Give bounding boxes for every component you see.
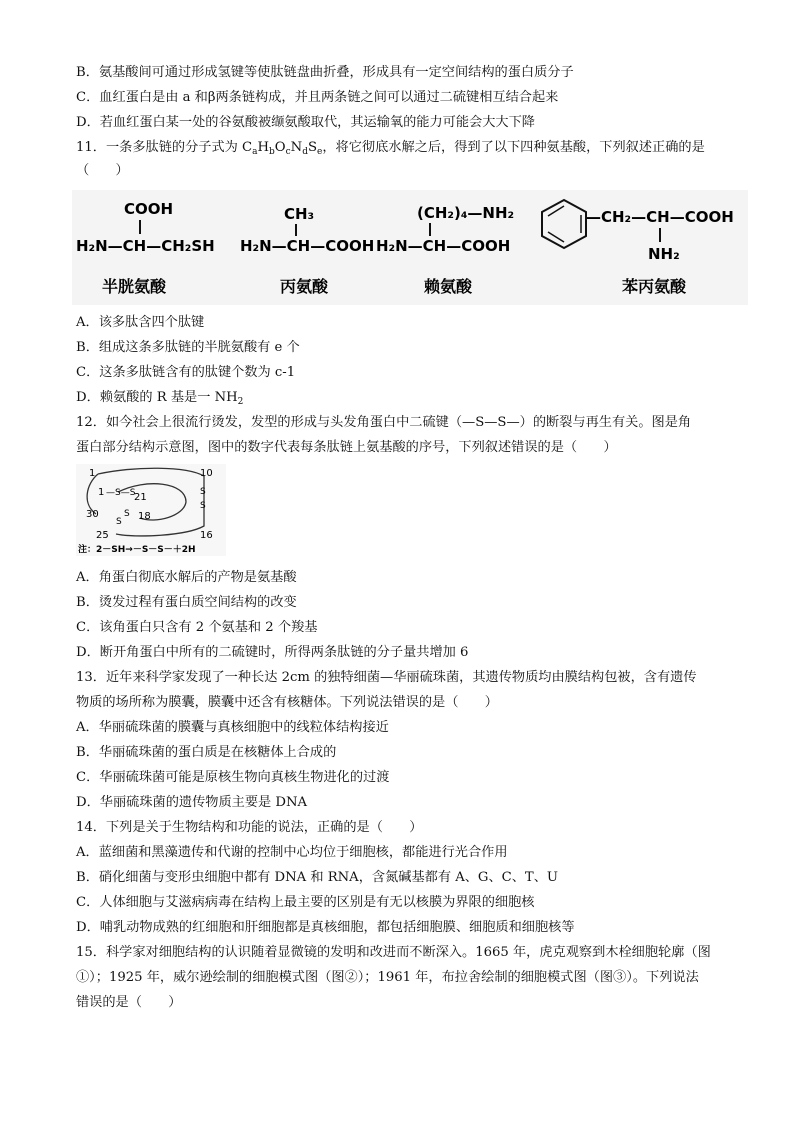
svg-text:S: S xyxy=(124,509,130,519)
diagram-note: 注：2－SH→－S－S－＋2H xyxy=(78,545,196,555)
q10-option-b: B．氨基酸间可通过形成氢键等使肽链盘曲折叠，形成具有一定空间结构的蛋白质分子 xyxy=(76,65,574,80)
q12-option-c: C．该角蛋白只含有 2 个氨基和 2 个羧基 xyxy=(76,620,318,635)
q11-option-d-sub: 2 xyxy=(237,397,244,407)
q11-option-a: A．该多肽含四个肽键 xyxy=(76,315,205,330)
q12-option-a: A．角蛋白彻底水解后的产物是氨基酸 xyxy=(76,570,297,585)
q14-option-b: B．硝化细菌与变形虫细胞中都有 DNA 和 RNA，含氮碱基都有 A、G、C、T、U xyxy=(76,870,559,885)
phenylalanine-chain: —CH₂—CH—COOH xyxy=(586,208,734,226)
q11-option-b: B．组成这条多肽链的半胱氨酸有 e 个 xyxy=(76,340,300,355)
q13-stem-line2: 物质的场所称为膜囊，膜囊中还含有核糖体。下列说法错误的是（ ） xyxy=(76,695,498,710)
q10-option-c: C．血红蛋白是由 a 和β两条链构成，并且两条链之间可以通过二硫键相互结合起来 xyxy=(76,90,559,105)
svg-text:—S—S: —S—S xyxy=(106,488,136,498)
q13-option-a: A．华丽硫珠菌的膜囊与真核细胞中的线粒体结构接近 xyxy=(76,720,389,735)
diagram-label-30: 30 xyxy=(86,509,99,520)
lysine-chain: H₂N—CH—COOH xyxy=(376,237,511,255)
diagram-label-21: 21 xyxy=(134,492,147,503)
svg-text:S: S xyxy=(116,517,122,527)
q13-option-d: D．华丽硫珠菌的遗传物质主要是 DNA xyxy=(76,795,308,810)
formula-n: N xyxy=(290,140,303,155)
q10-option-d: D．若血红蛋白某一处的谷氨酸被缬氨酸取代，其运输氧的能力可能会大大下降 xyxy=(76,115,535,130)
alanine-name: 丙氨酸 xyxy=(280,277,329,296)
diagram-label-1-inner: 1 xyxy=(98,487,105,498)
alanine-chain: H₂N—CH—COOH xyxy=(240,237,375,255)
q11-option-c: C．这条多肽链含有的肽键个数为 c-1 xyxy=(76,365,296,380)
q12-stem-line1: 12．如今社会上很流行烫发，发型的形成与头发角蛋白中二硫键（—S—S—）的断裂与再生有关。图是角 xyxy=(76,415,692,430)
formula-s: S xyxy=(307,140,317,155)
q14-stem: 14．下列是关于生物结构和功能的说法，正确的是（ ） xyxy=(76,820,423,835)
q12-option-b: B．烫发过程有蛋白质空间结构的改变 xyxy=(76,595,297,610)
phenylalanine-bottom-group: NH₂ xyxy=(648,245,680,263)
formula-sub-b: b xyxy=(269,147,275,157)
formula-sub-e: e xyxy=(317,147,323,157)
phenylalanine-name: 苯丙氨酸 xyxy=(622,277,687,296)
q11-stem xyxy=(76,139,705,161)
diagram-label-16: 16 xyxy=(200,530,213,541)
cysteine-top-group: COOH xyxy=(124,200,174,218)
q11-stem-prefix: 11．一条多肽链的分子式为 C xyxy=(76,140,253,155)
formula-sub-a: a xyxy=(252,147,258,157)
lysine-top-group: (CH₂)₄—NH₂ xyxy=(417,204,515,222)
keratin-structure-diagram xyxy=(76,464,226,556)
q15-stem-line2: ①）；1925 年，威尔逊绘制的细胞模式图（图②）；1961 年，布拉舍绘制的细胞模式图（图③）。下列说法 xyxy=(76,970,699,985)
q15-stem-line3: 错误的是（ ） xyxy=(76,995,182,1010)
formula-sub-d: d xyxy=(302,147,308,157)
svg-text:S: S xyxy=(200,501,206,511)
q11-option-d xyxy=(76,389,243,411)
cysteine-name: 半胱氨酸 xyxy=(102,277,167,296)
q11-blank: （ ） xyxy=(76,163,129,178)
formula-sub-c: c xyxy=(285,147,291,157)
q13-option-b: B．华丽硫珠菌的蛋白质是在核糖体上合成的 xyxy=(76,745,337,760)
q14-option-d: D．哺乳动物成熟的红细胞和肝细胞都是真核细胞，都包括细胞膜、细胞质和细胞核等 xyxy=(76,920,575,935)
formula-h: H xyxy=(257,140,270,155)
q15-stem-line1: 15．科学家对细胞结构的认识随着显微镜的发明和改进而不断深入。1665 年，虎克观察到木栓细胞轮廓（图 xyxy=(76,945,711,960)
q13-option-c: C．华丽硫珠菌可能是原核生物向真核生物进化的过渡 xyxy=(76,770,390,785)
lysine-name: 赖氨酸 xyxy=(424,277,473,296)
diagram-label-1-top: 1 xyxy=(89,468,96,479)
diagram-label-18: 18 xyxy=(138,511,151,522)
q13-stem-line1: 13．近年来科学家发现了一种长达 2cm 的独特细菌—华丽硫珠菌，其遗传物质均由膜结构包被，含有遗传 xyxy=(76,670,697,685)
amino-acid-figure xyxy=(72,190,748,305)
q12-stem-line2: 蛋白部分结构示意图，图中的数字代表每条肽链上氨基酸的序号，下列叙述错误的是（ ） xyxy=(76,440,617,455)
q14-option-c: C．人体细胞与艾滋病病毒在结构上最主要的区别是有无以核膜为界限的细胞核 xyxy=(76,895,535,910)
q12-option-d: D．断开角蛋白中所有的二硫键时，所得两条肽链的分子量共增加 6 xyxy=(76,645,469,660)
svg-text:S: S xyxy=(200,487,206,497)
diagram-label-25: 25 xyxy=(96,530,109,541)
q11-option-d-text: D．赖氨酸的 R 基是一 NH xyxy=(76,390,238,405)
cysteine-chain: H₂N—CH—CH₂SH xyxy=(76,237,215,255)
formula-o: O xyxy=(274,140,286,155)
alanine-top-group: CH₃ xyxy=(284,205,315,223)
diagram-label-10: 10 xyxy=(200,468,213,479)
q14-option-a: A．蓝细菌和黑藻遗传和代谢的控制中心均位于细胞核，都能进行光合作用 xyxy=(76,845,508,860)
q11-stem-suffix: ，将它彻底水解之后，得到了以下四种氨基酸，下列叙述正确的是 xyxy=(322,140,705,155)
